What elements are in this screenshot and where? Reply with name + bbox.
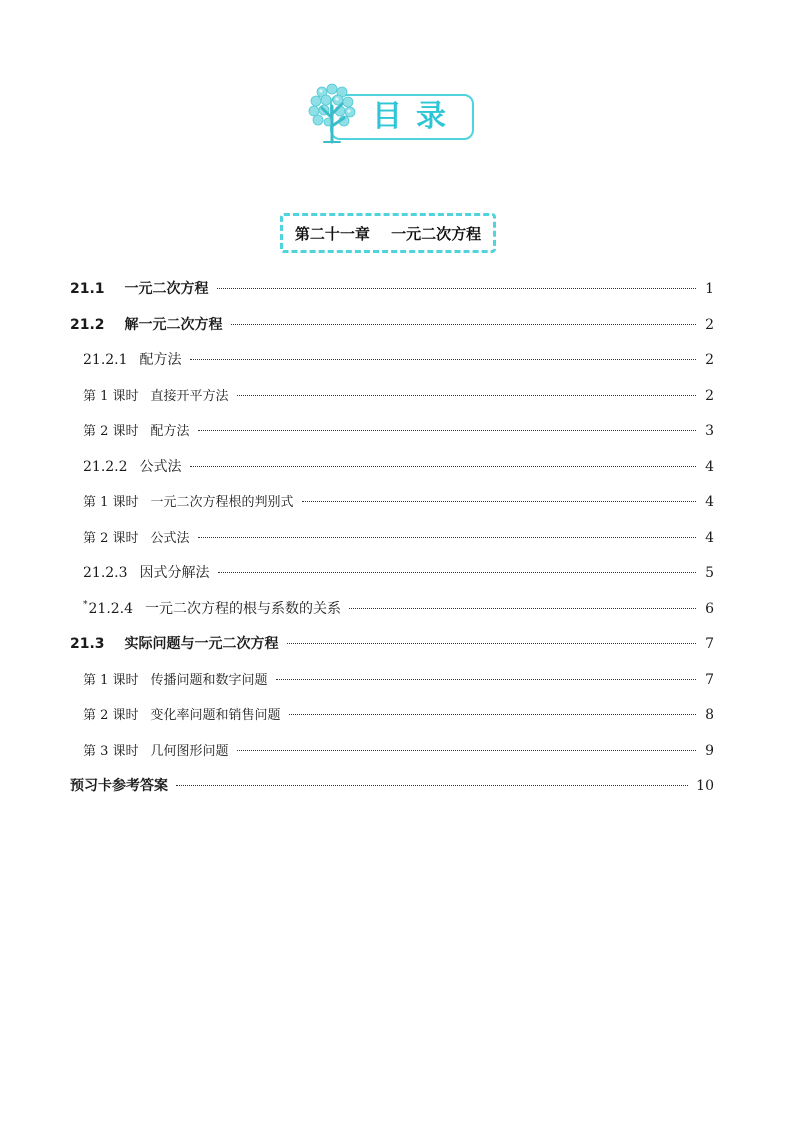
toc-entry-number: 第 1 课时 [83, 388, 139, 404]
toc-entry-label: 变化率问题和销售问题 [150, 708, 281, 723]
toc-entry[interactable] [70, 769, 714, 805]
toc-entry-page: 1 [705, 281, 714, 297]
toc-entry-page: 7 [705, 636, 714, 652]
toc-entry-page: 10 [696, 778, 714, 794]
toc-entry-label: 实际问题与一元二次方程 [124, 636, 279, 652]
dot-leader [237, 750, 696, 751]
toc-entry-page: 6 [705, 600, 714, 617]
toc-entry-page: 3 [705, 423, 714, 439]
dot-leader [302, 501, 696, 502]
toc-entry-label: 配方法 [139, 352, 182, 368]
toc-entry-page: 2 [705, 387, 714, 404]
toc-entry-label: 预习卡参考答案 [70, 778, 168, 794]
toc-entry[interactable] [70, 698, 714, 734]
toc-entry[interactable] [70, 627, 714, 663]
toc-entry[interactable] [70, 379, 714, 415]
optional-marker: * [83, 599, 88, 610]
toc-entry-number: 21.2.1 [83, 352, 128, 368]
toc-entry[interactable] [70, 343, 714, 379]
toc-entry[interactable] [70, 663, 714, 699]
toc-entry-page: 7 [705, 671, 714, 688]
toc-entry-number: 21.2.4 [88, 600, 134, 617]
dot-leader [231, 324, 696, 325]
dot-leader [289, 714, 696, 715]
toc-entry[interactable] [70, 450, 714, 486]
toc-entry[interactable] [70, 414, 714, 450]
dot-leader [349, 608, 696, 609]
dot-leader [190, 359, 696, 360]
toc-entry-label: 解一元二次方程 [124, 316, 223, 333]
dot-leader [237, 395, 696, 396]
toc-entry[interactable] [70, 485, 714, 521]
toc-entry-number: 第 1 课时 [83, 672, 139, 688]
table-of-contents [70, 272, 714, 805]
toc-entry-page: 2 [705, 316, 714, 333]
toc-entry-number: 第 2 课时 [83, 530, 139, 546]
chapter-heading [295, 223, 481, 244]
toc-entry[interactable] [70, 556, 714, 592]
toc-entry-label: 一元二次方程根的判别式 [150, 495, 294, 510]
chapter-name: 一元二次方程 [391, 224, 482, 243]
toc-entry-page: 5 [705, 565, 714, 581]
toc-entry[interactable] [70, 734, 714, 770]
toc-entry-label: 直接开平方法 [150, 388, 229, 404]
dot-leader [276, 679, 696, 680]
toc-entry[interactable] [70, 272, 714, 308]
toc-entry-label: 一元二次方程 [124, 281, 209, 297]
toc-entry-label: 配方法 [150, 424, 190, 439]
toc-entry-page: 4 [705, 494, 714, 510]
dot-leader [190, 466, 696, 467]
dot-leader [217, 288, 696, 289]
chapter-banner [280, 213, 496, 253]
toc-entry-page: 9 [705, 742, 714, 759]
toc-entry-label: 公式法 [139, 458, 182, 475]
dot-leader [198, 537, 696, 538]
page-title: 目录 [372, 99, 460, 134]
toc-entry[interactable] [70, 592, 714, 628]
toc-entry-page: 8 [705, 707, 714, 723]
toc-entry-number: 21.2.3 [83, 565, 128, 581]
dot-leader [218, 572, 696, 573]
toc-entry[interactable] [70, 521, 714, 557]
toc-entry-number: 第 1 课时 [83, 495, 139, 510]
dot-leader [287, 643, 696, 644]
toc-entry-number: 21.2.2 [83, 458, 128, 475]
title-badge [304, 82, 476, 144]
dot-leader [198, 430, 696, 431]
dot-leader [176, 785, 688, 786]
toc-entry-label: 一元二次方程的根与系数的关系 [145, 600, 342, 617]
toc-entry-page: 4 [705, 529, 714, 546]
toc-entry-number: 第 2 课时 [83, 708, 139, 723]
tree-icon [304, 82, 368, 144]
toc-entry-label: 因式分解法 [139, 565, 210, 581]
toc-entry-label: 几何图形问题 [150, 743, 229, 759]
toc-entry-label: 公式法 [150, 530, 190, 546]
toc-entry-number: 第 2 课时 [83, 424, 139, 439]
chapter-number: 第二十一章 [294, 224, 370, 243]
toc-entry-number: 21.3 [70, 636, 105, 652]
toc-entry-label: 传播问题和数字问题 [150, 672, 268, 688]
toc-entry-number: 21.1 [70, 281, 105, 297]
toc-entry-number: 21.2 [70, 316, 105, 333]
toc-entry-page: 4 [705, 458, 714, 475]
toc-entry[interactable] [70, 308, 714, 344]
toc-entry-number: 第 3 课时 [83, 743, 139, 759]
toc-entry-page: 2 [705, 352, 714, 368]
